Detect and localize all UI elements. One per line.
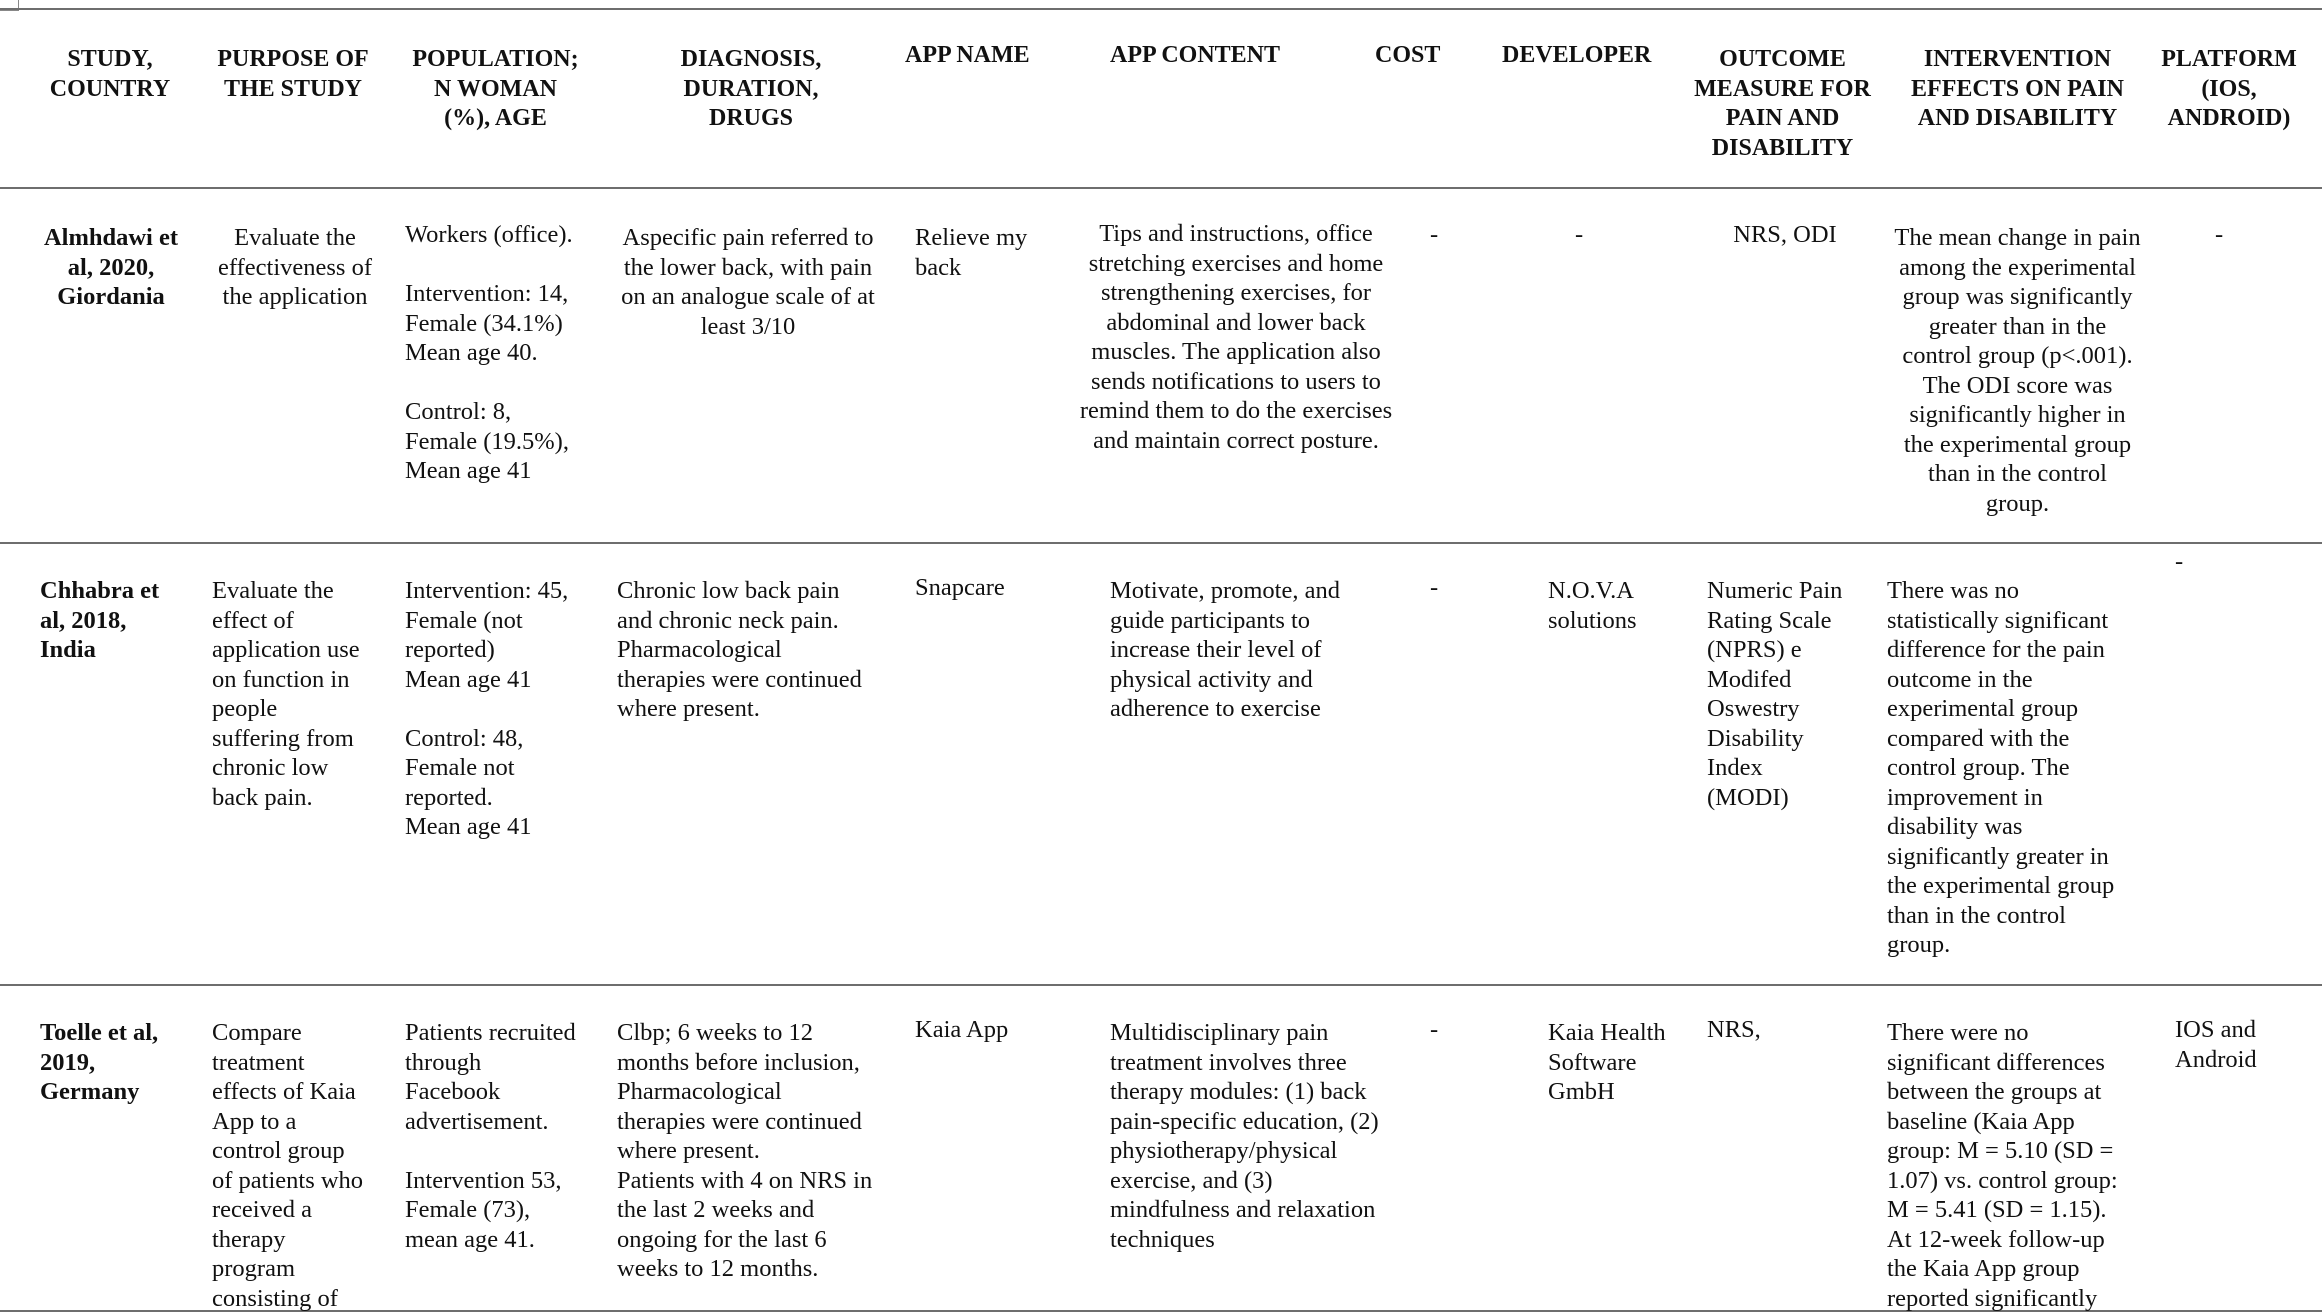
header-diagnosis: DIAGNOSIS, DURATION, DRUGS xyxy=(680,46,822,131)
header-population: POPULATION; N WOMAN (%), AGE xyxy=(412,46,579,131)
cell-cost: - xyxy=(1430,574,1439,601)
cell-developer: - xyxy=(1575,221,1584,248)
cell-app-name: Kaia App xyxy=(915,1016,1009,1043)
cell-outcome: NRS, ODI xyxy=(1733,221,1837,248)
cell-platform: IOS and Android xyxy=(2175,1016,2257,1073)
cell-population: Intervention: 45, Female (not reported) Mean age 41 Control: 48, Female not reported. Mean age 41 xyxy=(405,577,569,840)
cell-outcome: NRS, xyxy=(1707,1016,1761,1043)
header-effects: INTERVENTION EFFECTS ON PAIN AND DISABILITY xyxy=(1911,46,2124,131)
cell-effects: The mean change in pain among the experimental group was significantly greater than in the control group (p<.001). The ODI score was significantly higher in the experimental group than in the control group. xyxy=(1894,224,2141,517)
cell-cost: - xyxy=(1430,1016,1439,1043)
header-cost: COST xyxy=(1375,42,1441,68)
header-developer: DEVELOPER xyxy=(1502,42,1652,68)
cell-app-content: Motivate, promote, and guide participants to increase their level of physical activity and adherence to exercise xyxy=(1110,577,1340,722)
cell-app-name: Snapcare xyxy=(915,574,1005,601)
cell-app-name: Relieve my back xyxy=(915,224,1028,281)
header-study: STUDY, COUNTRY xyxy=(49,46,171,102)
cell-study: Chhabra et al, 2018, India xyxy=(40,577,160,663)
cell-developer: N.O.V.A solutions xyxy=(1548,577,1637,634)
cell-platform: - xyxy=(2175,548,2184,575)
cell-purpose: Evaluate the effectiveness of the application xyxy=(218,224,372,310)
header-app-content: APP CONTENT xyxy=(1110,42,1281,68)
cell-diagnosis: Aspecific pain referred to the lower back, with pain on an analogue scale of at least 3/10 xyxy=(621,224,875,340)
header-platform: PLATFORM (IOS, ANDROID) xyxy=(2161,46,2297,131)
cell-diagnosis: Chronic low back pain and chronic neck pain. Pharmacological therapies were continued where present. xyxy=(617,577,862,722)
cell-outcome: Numeric Pain Rating Scale (NPRS) e Modifed Oswestry Disability Index (MODI) xyxy=(1707,577,1843,811)
cell-purpose: Evaluate the effect of application use on function in people suffering from chronic low back pain. xyxy=(212,577,360,811)
cell-population: Workers (office). Intervention: 14, Female (34.1%) Mean age 40. Control: 8, Female (19.5%), Mean age 41 xyxy=(405,221,573,484)
row-divider-2 xyxy=(0,984,2322,986)
cell-cost: - xyxy=(1430,221,1439,248)
header-app-name: APP NAME xyxy=(905,42,1030,68)
cell-platform: - xyxy=(2215,221,2224,248)
header-purpose: PURPOSE OF THE STUDY xyxy=(217,46,369,102)
cell-effects: There were no significant differences between the groups at baseline (Kaia App group: M = 5.10 (SD = 1.07) vs. control group: M = 5.41 (SD = 1.15). At 12-week follow-up the Kaia App group reported significantly xyxy=(1887,1019,2118,1312)
cell-developer: Kaia Health Software GmbH xyxy=(1548,1019,1666,1105)
cell-study: Toelle et al, 2019, Germany xyxy=(40,1019,159,1105)
table-top-rule xyxy=(0,8,2322,10)
cell-app-content: Multidisciplinary pain treatment involves three therapy modules: (1) back pain-specific education, (2) physiotherapy/physical exercise, and (3) mindfulness and relaxation techniques xyxy=(1110,1019,1379,1253)
header-bottom-rule xyxy=(0,187,2322,189)
cell-effects: There was no statistically significant difference for the pain outcome in the experimental group compared with the control group. The improvement in disability was significantly greater in the experimental group than in the control group. xyxy=(1887,577,2115,958)
cell-purpose: Compare treatment effects of Kaia App to a control group of patients who received a therapy program consisting of xyxy=(212,1019,364,1312)
cell-app-content: Tips and instructions, office stretching exercises and home strengthening exercises, for abdominal and lower back muscles. The application also sends notifications to users to remind them to do the exercises and maintain correct posture. xyxy=(1079,220,1393,454)
cell-study: Almhdawi et al, 2020, Giordania xyxy=(43,224,179,310)
cell-diagnosis: Clbp; 6 weeks to 12 months before inclusion, Pharmacological therapies were continued where present. Patients with 4 on NRS in the last 2 weeks and ongoing for the last 6 weeks to 12 months. xyxy=(617,1019,873,1282)
cell-population: Patients recruited through Facebook advertisement. Intervention 53, Female (73), mean age 41. xyxy=(405,1019,576,1253)
row-divider-1 xyxy=(0,542,2322,544)
header-outcome: OUTCOME MEASURE FOR PAIN AND DISABILITY xyxy=(1694,46,1871,161)
